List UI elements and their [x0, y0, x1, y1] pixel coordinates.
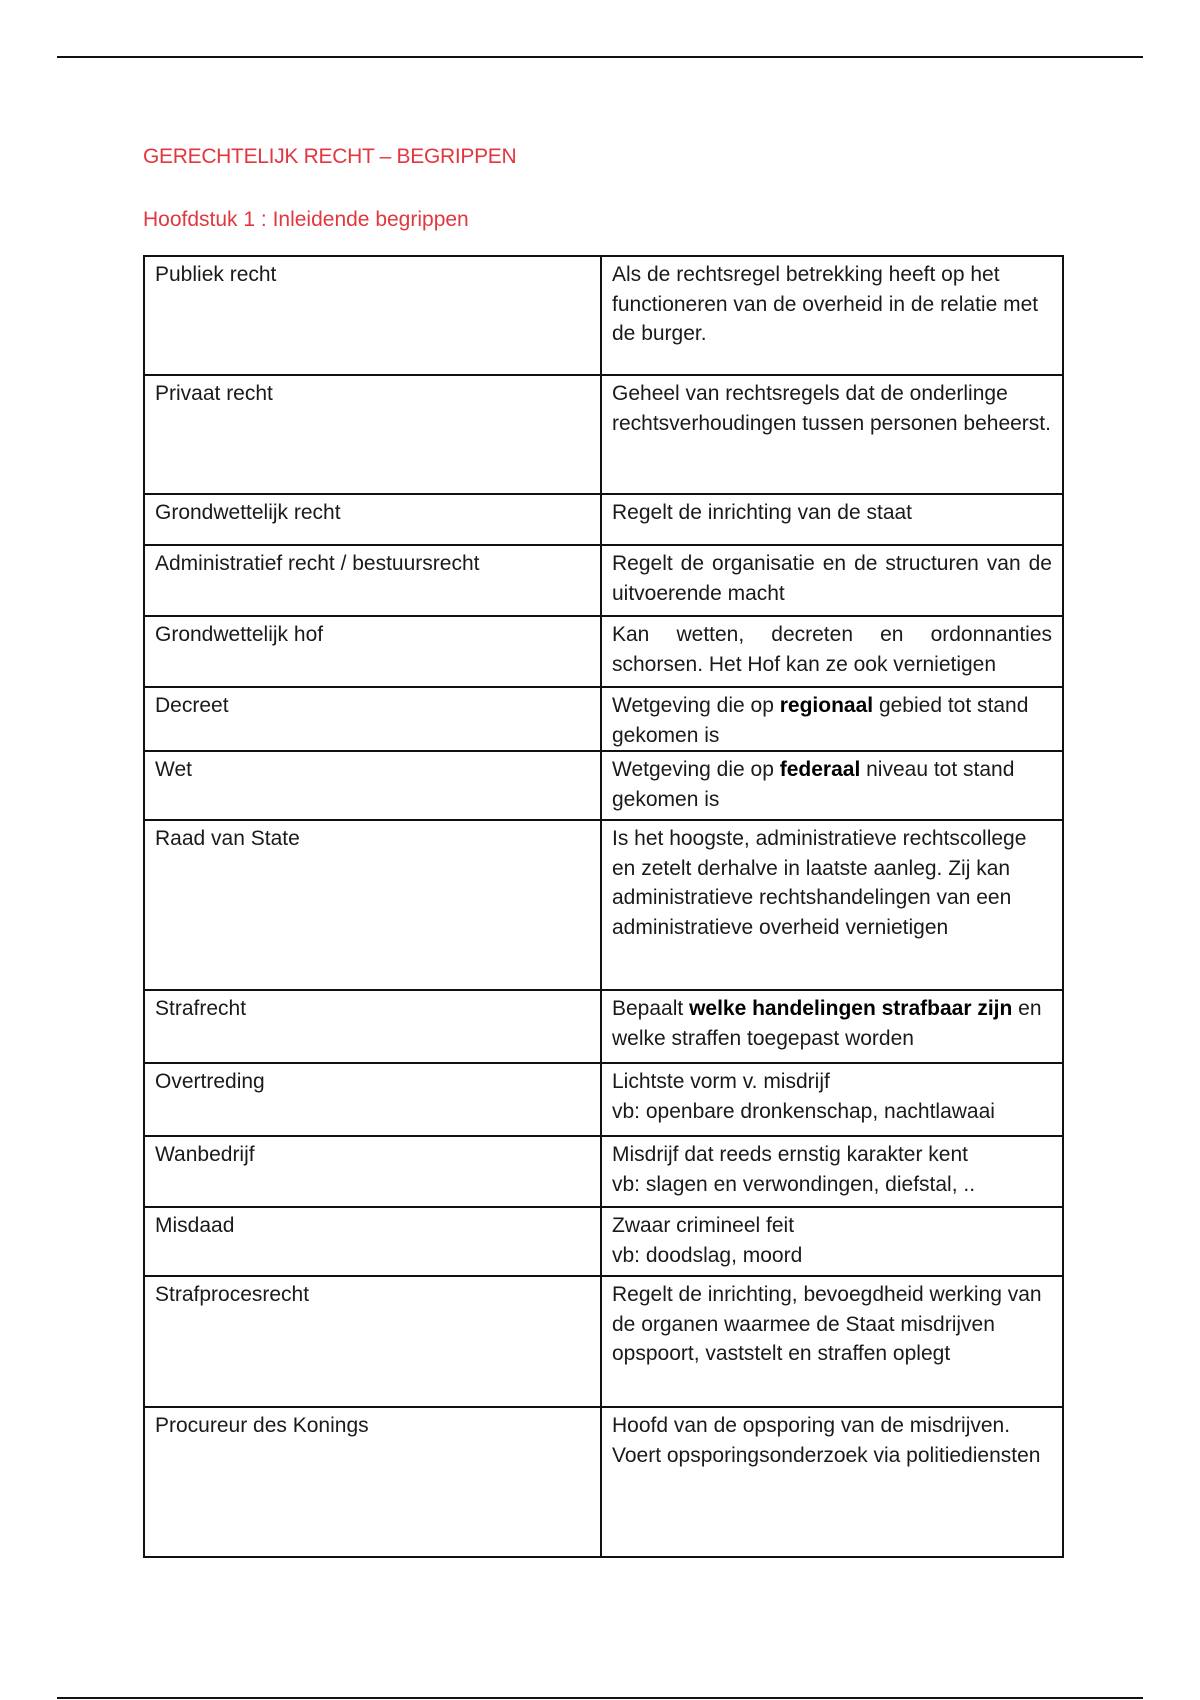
definition-bold: federaal — [779, 758, 861, 781]
definition-cell — [601, 545, 1063, 616]
definition-cell — [601, 375, 1063, 494]
header-rule — [57, 56, 1143, 58]
table-row — [144, 545, 1063, 616]
definition-text: en welke straffen toegepast worden — [612, 997, 1042, 1050]
definition-text: Bepaalt — [612, 997, 690, 1020]
term-cell: Strafrecht — [144, 990, 601, 1063]
table-row — [144, 687, 1063, 751]
example-line: vb: doodslag, moord — [612, 1243, 803, 1267]
definition-text: Kan wetten, decreten en ordonnanties schorsen. Het Hof kan ze ook vernietigen — [612, 623, 1052, 676]
definition-cell — [601, 616, 1063, 687]
definition-text: Hoofd van de opsporing van de misdrijven. Voert opsporingsonderzoek via politiediensten — [612, 1414, 1041, 1467]
table-row — [144, 751, 1063, 820]
definition-cell — [601, 820, 1063, 990]
definition-cell — [601, 1276, 1063, 1407]
term-cell: Wet — [144, 751, 601, 820]
term-cell: Administratief recht / bestuursrecht — [144, 545, 601, 616]
table-row — [144, 990, 1063, 1063]
table-row — [144, 616, 1063, 687]
term-cell: Strafprocesrecht — [144, 1276, 601, 1407]
table-row — [144, 494, 1063, 545]
example-line: vb: slagen en verwondingen, diefstal, .. — [612, 1172, 976, 1196]
term-cell: Misdaad — [144, 1207, 601, 1276]
definition-text: niveau tot stand gekomen is — [612, 758, 1015, 811]
table-row — [144, 1207, 1063, 1276]
footer-rule — [57, 1697, 1143, 1699]
term-cell: Decreet — [144, 687, 601, 751]
definition-text: Is het hoogste, administratieve rechtscollege en zetelt derhalve in laatste aanleg. Zij kan administratieve rechtshandelingen van een administratieve overheid vernietigen — [612, 827, 1027, 939]
definition-cell — [601, 1207, 1063, 1276]
definition-cell — [601, 1136, 1063, 1207]
definition-text: gebied tot stand gekomen is — [612, 694, 1029, 747]
definition-bold: welke handelingen strafbaar zijn — [689, 997, 1013, 1020]
table-row — [144, 256, 1063, 375]
table-row — [144, 820, 1063, 990]
term-cell: Overtreding — [144, 1063, 601, 1136]
definition-cell — [601, 1063, 1063, 1136]
term-cell: Raad van State — [144, 820, 601, 990]
definition-cell — [601, 494, 1063, 545]
term-cell: Grondwettelijk hof — [144, 616, 601, 687]
definition-cell — [601, 990, 1063, 1063]
table-row — [144, 1407, 1063, 1557]
definition-text: Wetgeving die op — [612, 758, 780, 781]
definition-cell — [601, 687, 1063, 751]
definition-line: Misdrijf dat reeds ernstig karakter kent — [612, 1143, 968, 1166]
definition-text: Geheel van rechtsregels dat de onderlinge rechtsverhoudingen tussen personen beheerst. — [612, 382, 1051, 435]
example-line: vb: openbare dronkenschap, nachtlawaai — [612, 1099, 995, 1123]
definition-text: Als de rechtsregel betrekking heeft op het functioneren van de overheid in de relatie met de burger. — [612, 263, 1039, 345]
definitions-table — [143, 255, 1064, 1558]
term-cell: Wanbedrijf — [144, 1136, 601, 1207]
definition-cell — [601, 1407, 1063, 1557]
definition-cell — [601, 256, 1063, 375]
document-title: GERECHTELIJK RECHT – BEGRIPPEN — [143, 145, 517, 168]
definition-text: Regelt de organisatie en de structuren van de uitvoerende macht — [612, 552, 1052, 605]
chapter-heading: Hoofdstuk 1 : Inleidende begrippen — [143, 208, 469, 231]
term-cell: Privaat recht — [144, 375, 601, 494]
definition-text: Wetgeving die op — [612, 694, 780, 717]
definition-line: Lichtste vorm v. misdrijf — [612, 1070, 830, 1093]
definition-cell — [601, 751, 1063, 820]
term-cell: Procureur des Konings — [144, 1407, 601, 1557]
table-row — [144, 375, 1063, 494]
table-row — [144, 1136, 1063, 1207]
definition-bold: regionaal — [779, 694, 874, 717]
table-row — [144, 1276, 1063, 1407]
term-cell: Grondwettelijk recht — [144, 494, 601, 545]
table-row — [144, 1063, 1063, 1136]
definition-text: Regelt de inrichting, bevoegdheid werking van de organen waarmee de Staat misdrijven opspoort, vaststelt en straffen oplegt — [612, 1283, 1042, 1365]
definition-line: Zwaar crimineel feit — [612, 1214, 795, 1237]
definition-text: Regelt de inrichting van de staat — [612, 501, 913, 524]
term-cell: Publiek recht — [144, 256, 601, 375]
